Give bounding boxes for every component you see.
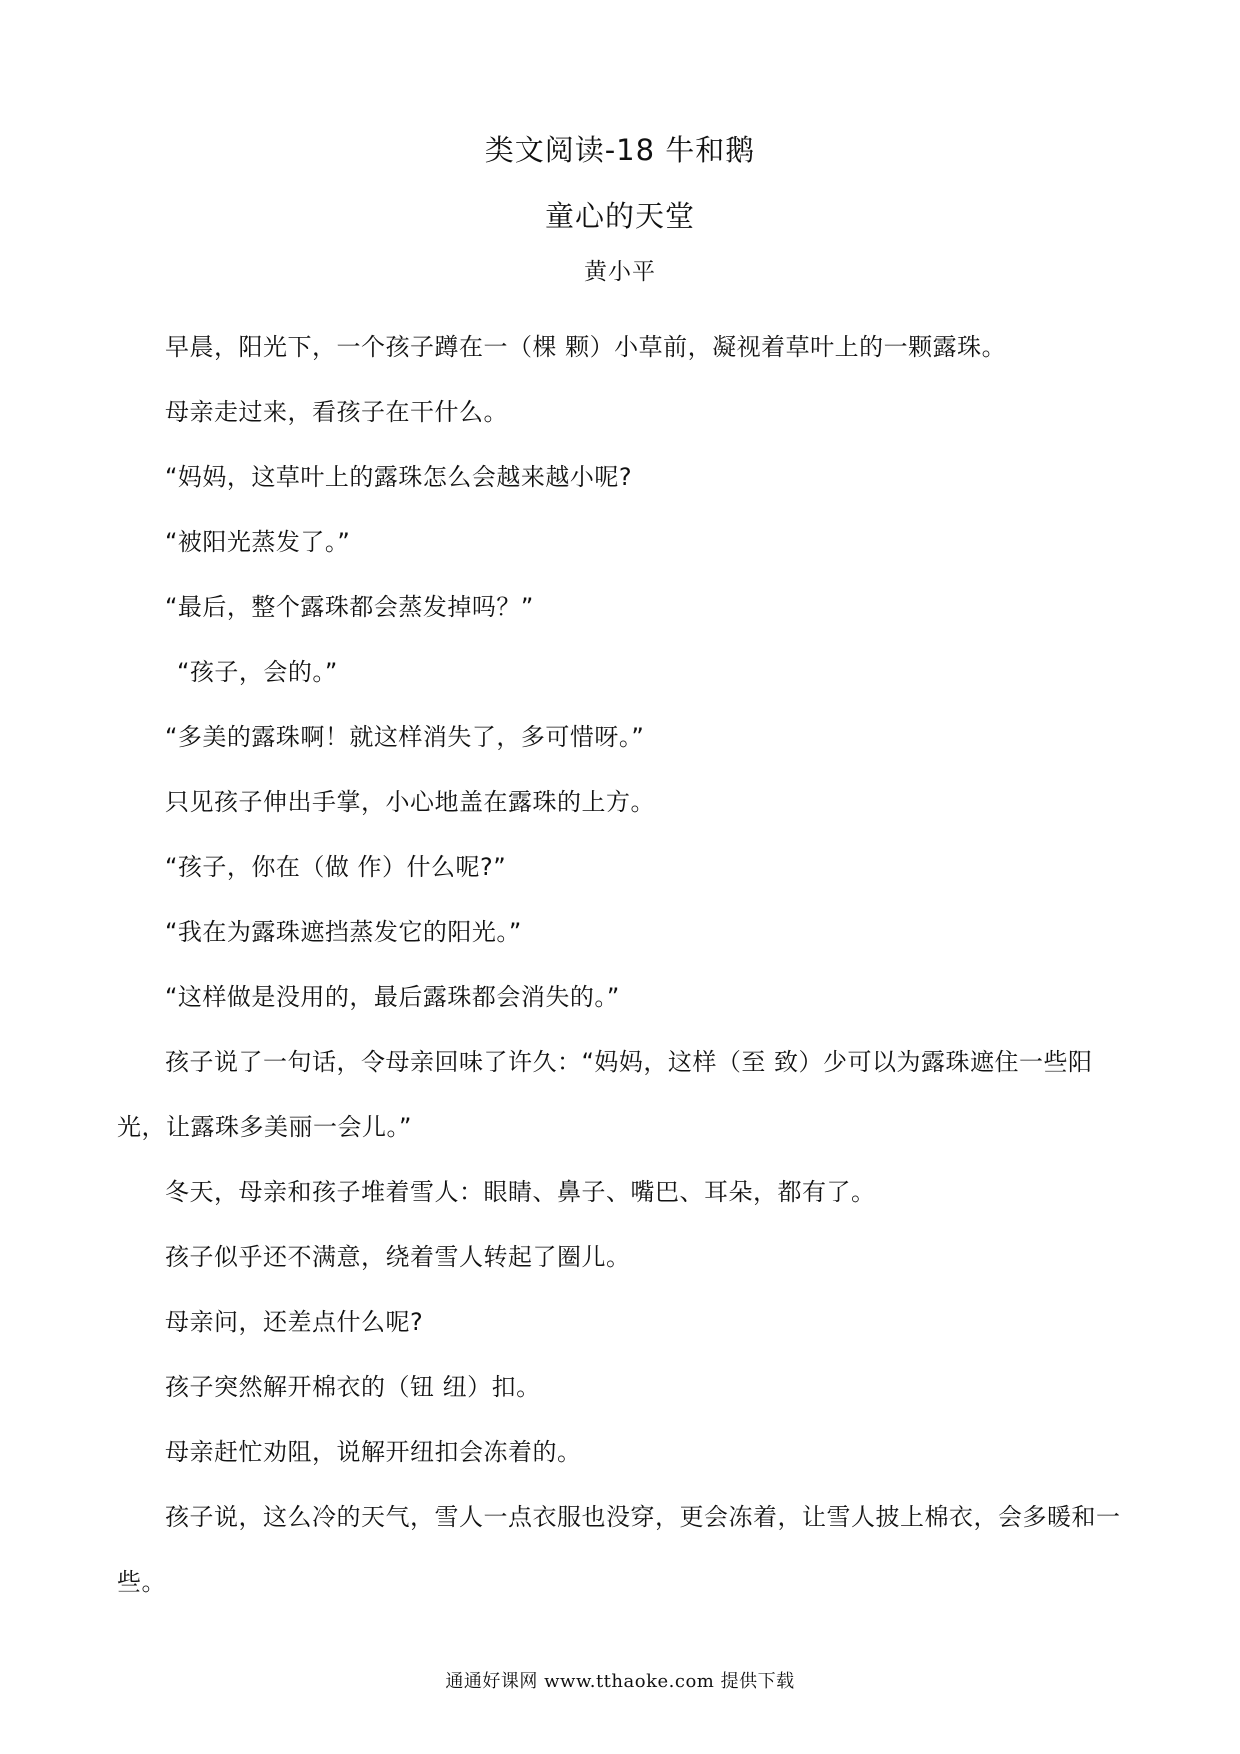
paragraph: 孩子似乎还不满意，绕着雪人转起了圈儿。 xyxy=(165,1243,631,1271)
paragraph: “孩子，你在（做 作）什么呢?” xyxy=(165,853,507,881)
paragraph: “孩子，会的。” xyxy=(177,658,338,686)
paragraph: “被阳光蒸发了。” xyxy=(165,528,351,556)
paragraph: 冬天，母亲和孩子堆着雪人：眼睛、鼻子、嘴巴、耳朵，都有了。 xyxy=(165,1178,876,1206)
paragraph: 孩子说了一句话，令母亲回味了许久：“妈妈，这样（至 致）少可以为露珠遮住一些阳光，让露珠多美丽一会儿。” xyxy=(117,1048,1093,1141)
article-body xyxy=(117,315,1127,1615)
article-author: 黄小平 xyxy=(584,259,656,285)
paragraph: 母亲问，还差点什么呢? xyxy=(165,1308,424,1336)
paragraph: 只见孩子伸出手掌，小心地盖在露珠的上方。 xyxy=(165,788,655,816)
paragraph: “妈妈，这草叶上的露珠怎么会越来越小呢? xyxy=(165,463,633,491)
paragraph: “我在为露珠遮挡蒸发它的阳光。” xyxy=(165,918,522,946)
page-footer: 通通好课网 www.tthaoke.com 提供下载 xyxy=(445,1671,795,1692)
paragraph: 早晨，阳光下，一个孩子蹲在一（棵 颗）小草前，凝视着草叶上的一颗露珠。 xyxy=(165,333,1007,361)
paragraph: 母亲走过来，看孩子在干什么。 xyxy=(165,398,508,426)
paragraph: “最后，整个露珠都会蒸发掉吗？” xyxy=(165,593,534,621)
paragraph: 孩子突然解开棉衣的（钮 纽）扣。 xyxy=(165,1373,541,1401)
article-title: 童心的天堂 xyxy=(544,199,695,233)
paragraph: 母亲赶忙劝阻，说解开纽扣会冻着的。 xyxy=(165,1438,582,1466)
document-title: 类文阅读-18 牛和鹅 xyxy=(484,133,756,167)
paragraph: 孩子说，这么冷的天气，雪人一点衣服也没穿，更会冻着，让雪人披上棉衣，会多暖和一些。 xyxy=(117,1503,1121,1596)
paragraph: “多美的露珠啊！就这样消失了，多可惜呀。” xyxy=(165,723,645,751)
paragraph: “这样做是没用的，最后露珠都会消失的。” xyxy=(165,983,620,1011)
